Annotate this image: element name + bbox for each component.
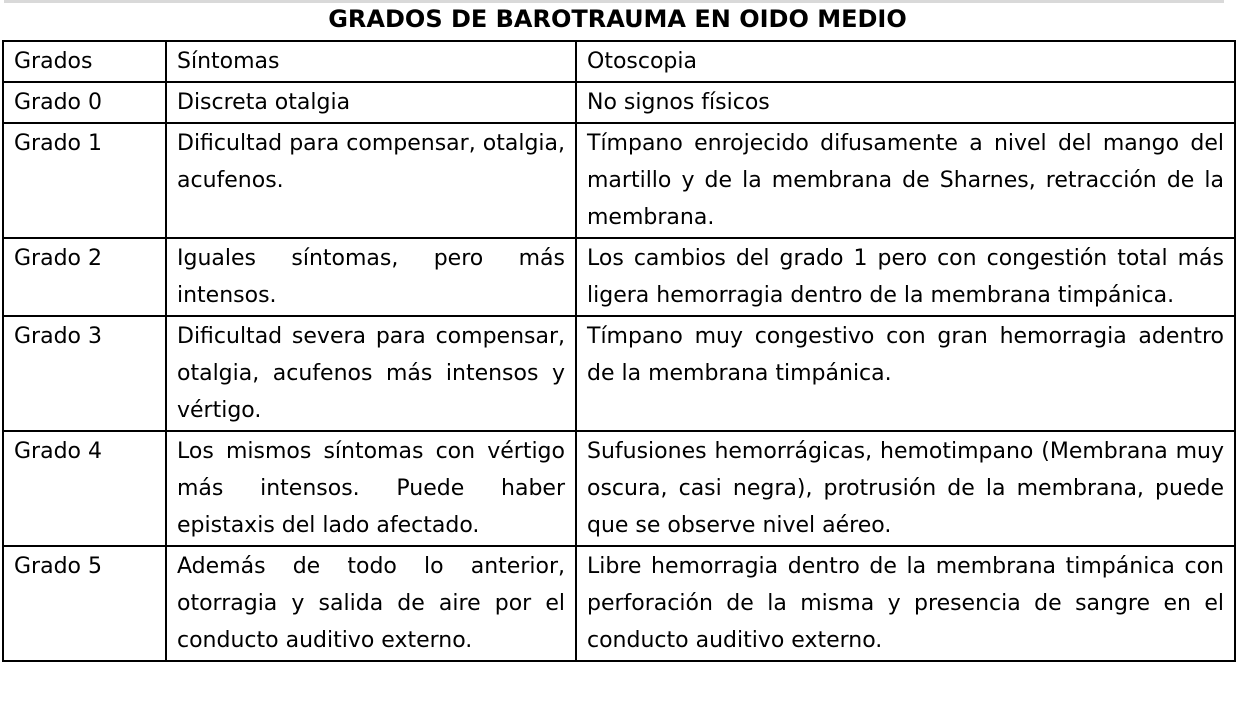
header-cell-symptoms: Síntomas — [166, 41, 576, 82]
table-row — [3, 546, 1235, 661]
top-divider — [4, 0, 1224, 3]
barotrauma-grades-table — [2, 40, 1236, 662]
grade-cell: Grado 4 — [3, 431, 166, 546]
symptoms-cell: Los mismos síntomas con vértigo más intensos. Puede haber epistaxis del lado afectado. — [166, 431, 576, 546]
otoscopy-cell: No signos físicos — [576, 82, 1235, 123]
grade-cell: Grado 3 — [3, 316, 166, 431]
grade-cell: Grado 2 — [3, 238, 166, 316]
symptoms-cell: Además de todo lo anterior, otorragia y salida de aire por el conducto auditivo externo. — [166, 546, 576, 661]
grade-cell: Grado 1 — [3, 123, 166, 238]
table-row — [3, 238, 1235, 316]
table-row — [3, 431, 1235, 546]
table-header-row — [3, 41, 1235, 82]
header-cell-otoscopy: Otoscopia — [576, 41, 1235, 82]
header-cell-grades: Grados — [3, 41, 166, 82]
otoscopy-cell: Sufusiones hemorrágicas, hemotimpano (Membrana muy oscura, casi negra), protrusión de la membrana, puede que se observe nivel aéreo. — [576, 431, 1235, 546]
table-row — [3, 316, 1235, 431]
otoscopy-cell: Tímpano enrojecido difusamente a nivel del mango del martillo y de la membrana de Sharnes, retracción de la membrana. — [576, 123, 1235, 238]
grade-cell: Grado 0 — [3, 82, 166, 123]
otoscopy-cell: Tímpano muy congestivo con gran hemorragia adentro de la membrana timpánica. — [576, 316, 1235, 431]
symptoms-cell: Dificultad severa para compensar, otalgia, acufenos más intensos y vértigo. — [166, 316, 576, 431]
document-title: GRADOS DE BAROTRAUMA EN OIDO MEDIO — [328, 5, 907, 33]
grade-cell: Grado 5 — [3, 546, 166, 661]
symptoms-cell: Dificultad para compensar, otalgia, acufenos. — [166, 123, 576, 238]
symptoms-cell: Discreta otalgia — [166, 82, 576, 123]
otoscopy-cell: Libre hemorragia dentro de la membrana timpánica con perforación de la misma y presencia de sangre en el conducto auditivo externo. — [576, 546, 1235, 661]
table-row — [3, 82, 1235, 123]
table-row — [3, 123, 1235, 238]
otoscopy-cell: Los cambios del grado 1 pero con congestión total más ligera hemorragia dentro de la membrana timpánica. — [576, 238, 1235, 316]
symptoms-cell: Iguales síntomas, pero más intensos. — [166, 238, 576, 316]
